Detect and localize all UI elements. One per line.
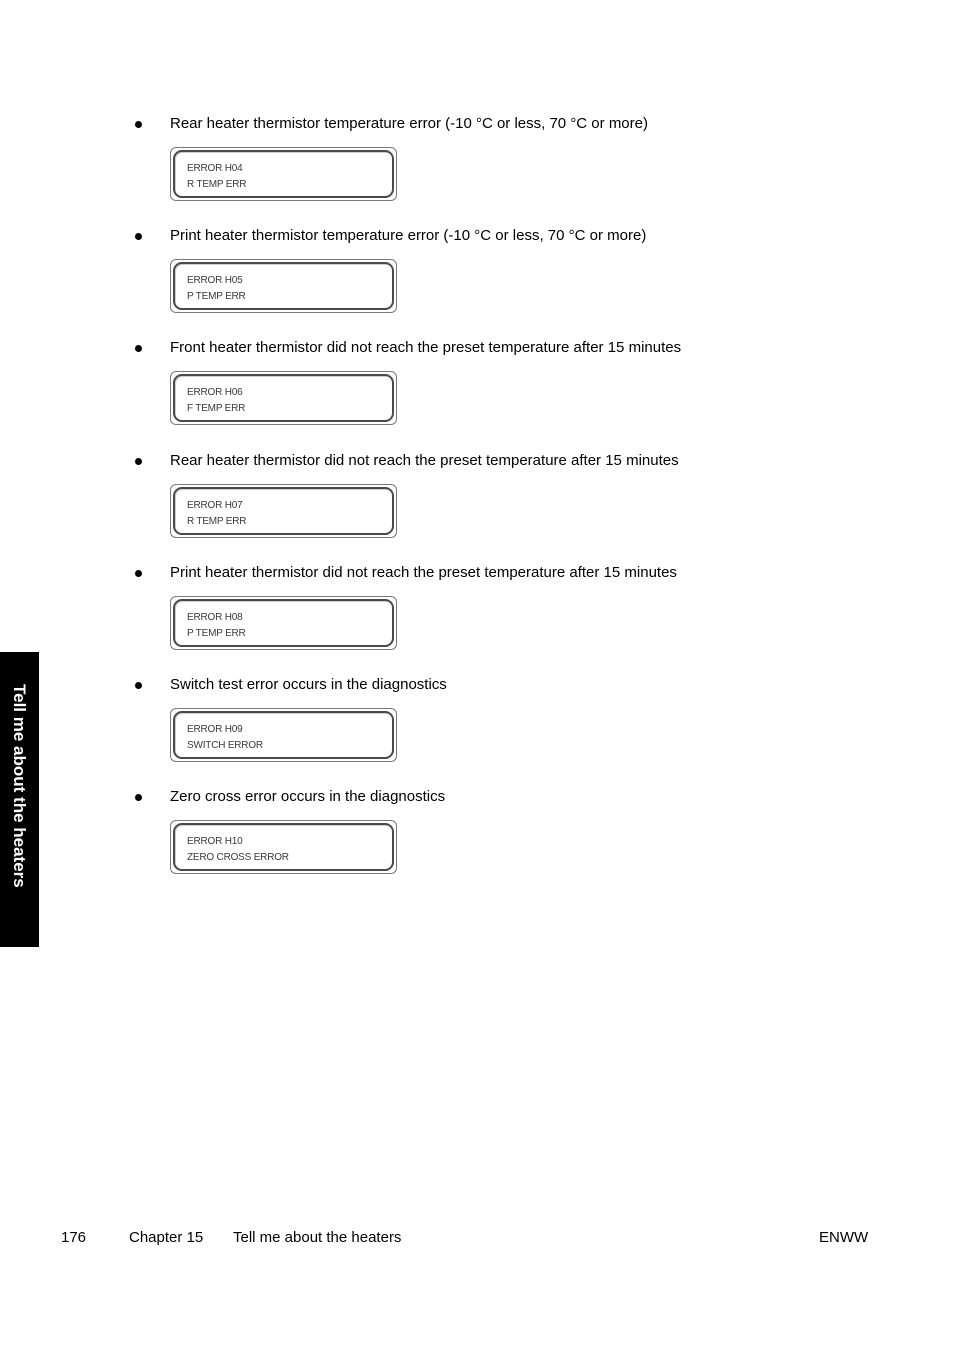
bullet-icon [135, 794, 142, 801]
chapter-side-tab [0, 652, 39, 947]
lcd-error-message: P TEMP ERR [187, 291, 246, 302]
bullet-item [135, 563, 677, 583]
lcd-display [170, 259, 397, 313]
bullet-item [135, 114, 648, 134]
bullet-icon [135, 233, 142, 240]
lcd-error-message: ZERO CROSS ERROR [187, 852, 289, 863]
footer-chapter: Chapter 15 [129, 1229, 204, 1246]
lcd-error-code: ERROR H06 [187, 387, 243, 398]
lcd-error-message: R TEMP ERR [187, 516, 247, 527]
lcd-error-code: ERROR H07 [187, 500, 243, 511]
chapter-side-tab-label: Tell me about the heaters [10, 684, 29, 888]
bullet-item [135, 338, 681, 358]
lcd-error-code: ERROR H10 [187, 836, 243, 847]
lcd-display [170, 596, 397, 650]
page-footer [0, 1228, 954, 1248]
bullet-item [135, 451, 679, 471]
bullet-text: Switch test error occurs in the diagnostics [170, 676, 447, 693]
bullet-text: Front heater thermistor did not reach the preset temperature after 15 minutes [170, 339, 682, 356]
bullet-icon [135, 121, 142, 128]
lcd-error-message: SWITCH ERROR [187, 740, 263, 751]
lcd-display [170, 484, 397, 538]
bullet-text: Rear heater thermistor temperature error (-10 °C or less, 70 °C or more) [170, 115, 648, 132]
footer-chapter-title: Tell me about the heaters [233, 1229, 402, 1246]
bullet-text: Rear heater thermistor did not reach the preset temperature after 15 minutes [170, 452, 679, 469]
bullet-item [135, 675, 447, 695]
footer-edition: ENWW [819, 1229, 869, 1246]
lcd-error-message: R TEMP ERR [187, 179, 247, 190]
bullet-text: Zero cross error occurs in the diagnostics [170, 788, 446, 805]
lcd-error-code: ERROR H08 [187, 612, 243, 623]
bullet-item [135, 226, 646, 246]
bullet-icon [135, 458, 142, 465]
lcd-error-code: ERROR H09 [187, 724, 243, 735]
bullet-icon [135, 682, 142, 689]
lcd-error-code: ERROR H05 [187, 275, 243, 286]
lcd-display [170, 708, 397, 762]
lcd-display [170, 371, 397, 425]
page-number: 176 [61, 1229, 87, 1246]
lcd-error-code: ERROR H04 [187, 163, 243, 174]
bullet-item [135, 787, 445, 807]
bullet-icon [135, 345, 142, 352]
bullet-text: Print heater thermistor did not reach the preset temperature after 15 minutes [170, 564, 677, 581]
lcd-display [170, 820, 397, 874]
lcd-display [170, 147, 397, 201]
bullet-icon [135, 570, 142, 577]
lcd-error-message: F TEMP ERR [187, 403, 246, 414]
lcd-error-message: P TEMP ERR [187, 628, 246, 639]
bullet-text: Print heater thermistor temperature error (-10 °C or less, 70 °C or more) [170, 227, 647, 244]
